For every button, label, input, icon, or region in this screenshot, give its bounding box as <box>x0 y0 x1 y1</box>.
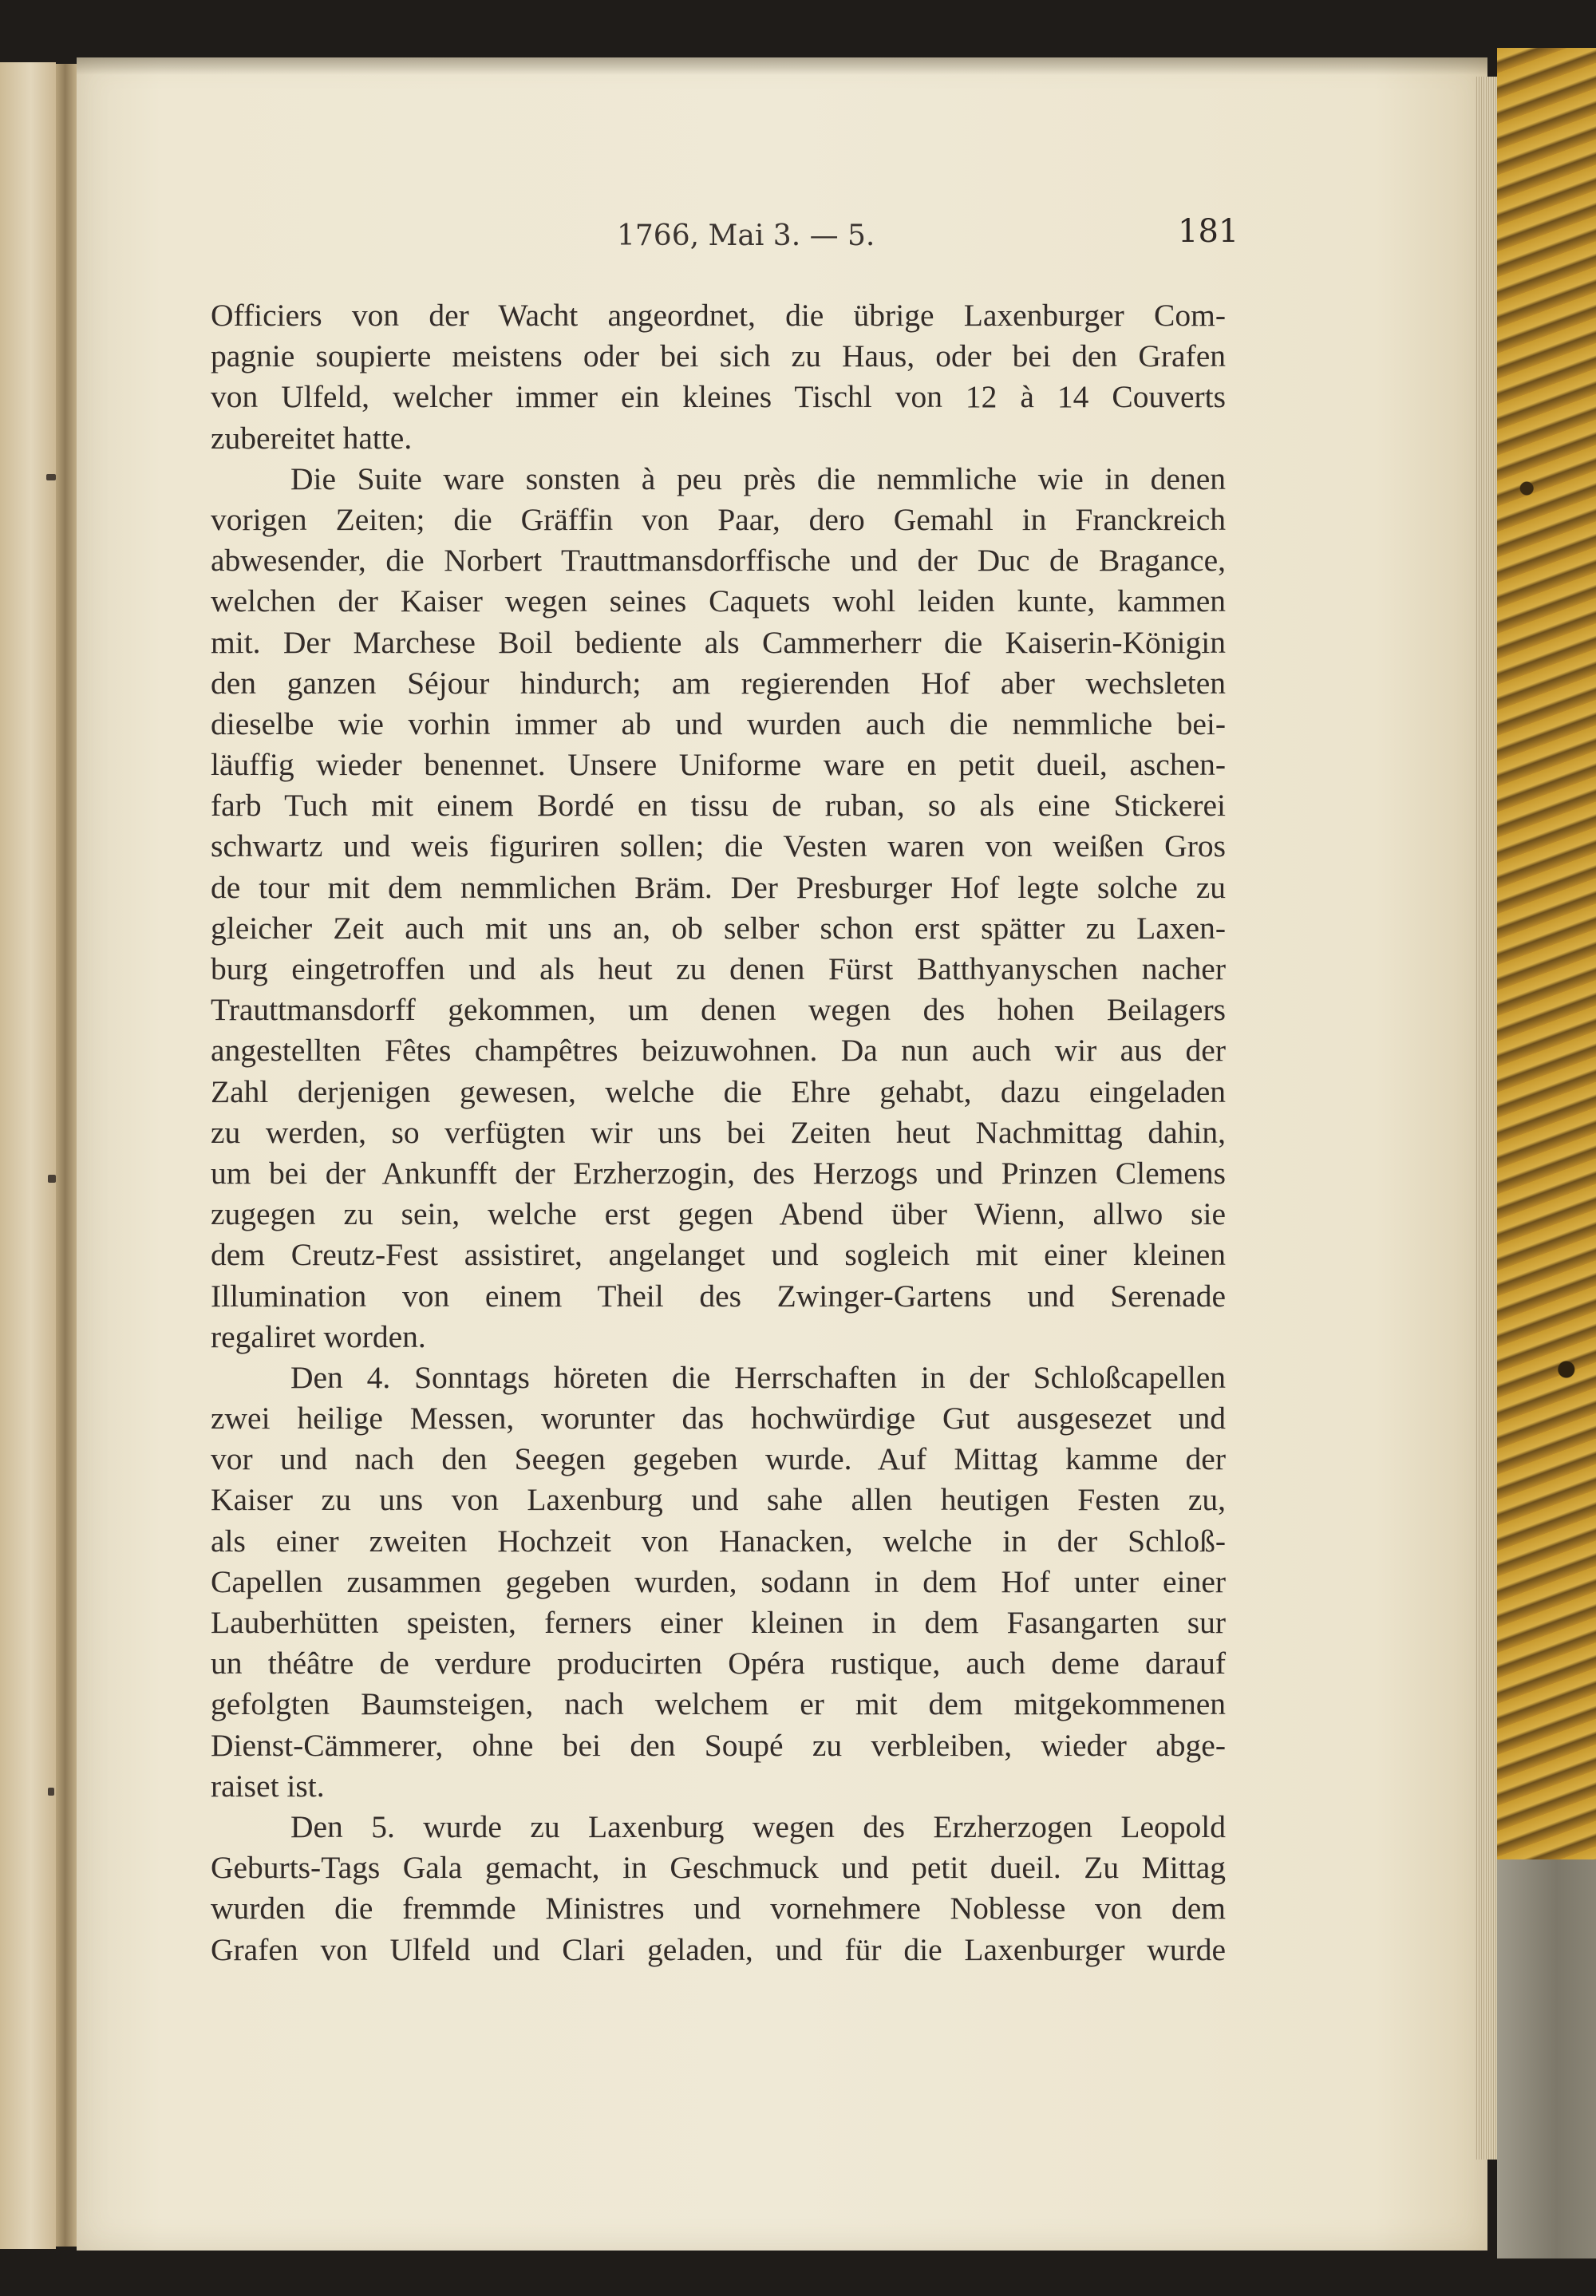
text-line: zwei heilige Messen, worunter das hochwürdige Gut ausgesezet und <box>211 1401 1226 1436</box>
text-line: um bei der Ankunfft der Erzherzogin, des Herzogs und Prinzen Clemens <box>211 1155 1226 1191</box>
text-line: dem Creutz-Fest assistiret, angelanget und sogleich mit einer kleinen <box>211 1237 1226 1273</box>
text-line: Dienst-Cämmerer, ohne bei den Soupé zu verbleiben, wieder abge- <box>211 1727 1226 1763</box>
text-line: zubereitet hatte. <box>211 420 413 456</box>
text-line: Trauttmansdorff gekommen, um denen wegen des hohen Beilagers <box>211 992 1226 1028</box>
text-line: Lauberhütten speisten, ferners einer kleinen in dem Fasangarten sur <box>211 1605 1226 1640</box>
text-line: den ganzen Séjour hindurch; am regierenden Hof aber wechsleten <box>211 665 1226 701</box>
text-line: Illumination von einem Theil des Zwinger-Gartens und Serenade <box>211 1278 1226 1314</box>
text-line: de tour mit dem nemmlichen Bräm. Der Presburger Hof legte solche zu <box>211 869 1226 905</box>
margin-mark <box>48 1788 54 1796</box>
text-line: läuffig wieder benennet. Unsere Uniforme ware en petit dueil, aschen- <box>211 747 1226 783</box>
text-line: Grafen von Ulfeld und Clari geladen, und für die Laxenburger wurde <box>211 1931 1226 1967</box>
text-line: Zahl derjenigen gewesen, welche die Ehre gehabt, dazu eingeladen <box>211 1073 1226 1109</box>
page-stack-edges <box>1475 77 1497 2160</box>
running-head: 1766, Mai 3. — 5. <box>617 219 875 252</box>
text-line: von Ulfeld, welcher immer ein kleines Tischl von 12 à 14 Couverts <box>211 379 1226 415</box>
text-line: wurden die fremmde Ministres und vornehmere Noblesse von dem <box>211 1891 1226 1927</box>
text-line: Den 5. wurde zu Laxenburg wegen des Erzherzogen Leopold <box>290 1808 1226 1844</box>
text-line: un théâtre de verdure producirten Opéra rustique, auch deme darauf <box>211 1646 1226 1681</box>
text-line: Den 4. Sonntags höreten die Herrschaften in der Schloßcapellen <box>290 1359 1226 1395</box>
margin-mark <box>48 1175 56 1183</box>
text-line: vorigen Zeiten; die Gräffin von Paar, dero Gemahl in Franckreich <box>211 501 1226 537</box>
text-line: Geburts-Tags Gala gemacht, in Geschmuck und petit dueil. Zu Mittag <box>211 1850 1226 1886</box>
text-line: Die Suite ware sonsten à peu près die nemmliche wie in denen <box>290 460 1226 496</box>
book-gutter <box>56 64 77 2247</box>
cover-cloth <box>1497 1859 1596 2258</box>
text-line: farb Tuch mit einem Bordé en tissu de ruban, so als eine Stickerei <box>211 788 1226 824</box>
text-line: angestellten Fêtes champêtres beizuwohnen. Da nun auch wir aus der <box>211 1033 1226 1069</box>
text-line: burg eingetroffen und als heut zu denen Fürst Batthyanyschen nacher <box>211 951 1226 986</box>
text-line: Kaiser zu uns von Laxenburg und sahe allen heutigen Festen zu, <box>211 1482 1226 1518</box>
text-line: welchen der Kaiser wegen seines Caquets wohl leiden kunte, kammen <box>211 583 1226 619</box>
text-line: dieselbe wie vorhin immer ab und wurden auch die nemmliche bei- <box>211 705 1226 741</box>
text-line: zugegen zu sein, welche erst gegen Abend über Wienn, allwo sie <box>211 1196 1226 1232</box>
text-line: regaliret worden. <box>211 1318 426 1354</box>
text-line: schwartz und weis figuriren sollen; die Vesten waren von weißen Gros <box>211 828 1226 864</box>
text-line: zu werden, so verfügten wir uns bei Zeiten heut Nachmittag dahin, <box>211 1114 1226 1150</box>
facing-page-edge <box>0 62 56 2249</box>
text-line: mit. Der Marchese Boil bediente als Cammerherr die Kaiserin-Königin <box>211 624 1226 660</box>
text-line: gefolgten Baumsteigen, nach welchem er mit dem mitgekommenen <box>211 1686 1226 1722</box>
text-line: gleicher Zeit auch mit uns an, ob selber schon erst spätter zu Laxen- <box>211 910 1226 946</box>
text-line: als einer zweiten Hochzeit von Hanacken, welche in der Schloß- <box>211 1523 1226 1559</box>
text-line: vor und nach den Seegen gegeben wurde. Auf Mittag kamme der <box>211 1441 1226 1477</box>
page-header <box>0 213 1596 283</box>
text-line: Officiers von der Wacht angeordnet, die übrige Laxenburger Com- <box>211 298 1226 333</box>
text-line: raiset ist. <box>211 1768 325 1804</box>
text-line: pagnie soupierte meistens oder bei sich zu Haus, oder bei den Grafen <box>211 338 1226 374</box>
page-top-shadow <box>77 57 1487 75</box>
text-line: Capellen zusammen gegeben wurden, sodann in dem Hof unter einer <box>211 1563 1226 1599</box>
page-number: 181 <box>1178 213 1239 250</box>
margin-mark <box>46 474 56 480</box>
text-line: abwesender, die Norbert Trauttmansdorffische und der Duc de Bragance, <box>211 543 1226 579</box>
body-text <box>211 295 1226 1970</box>
